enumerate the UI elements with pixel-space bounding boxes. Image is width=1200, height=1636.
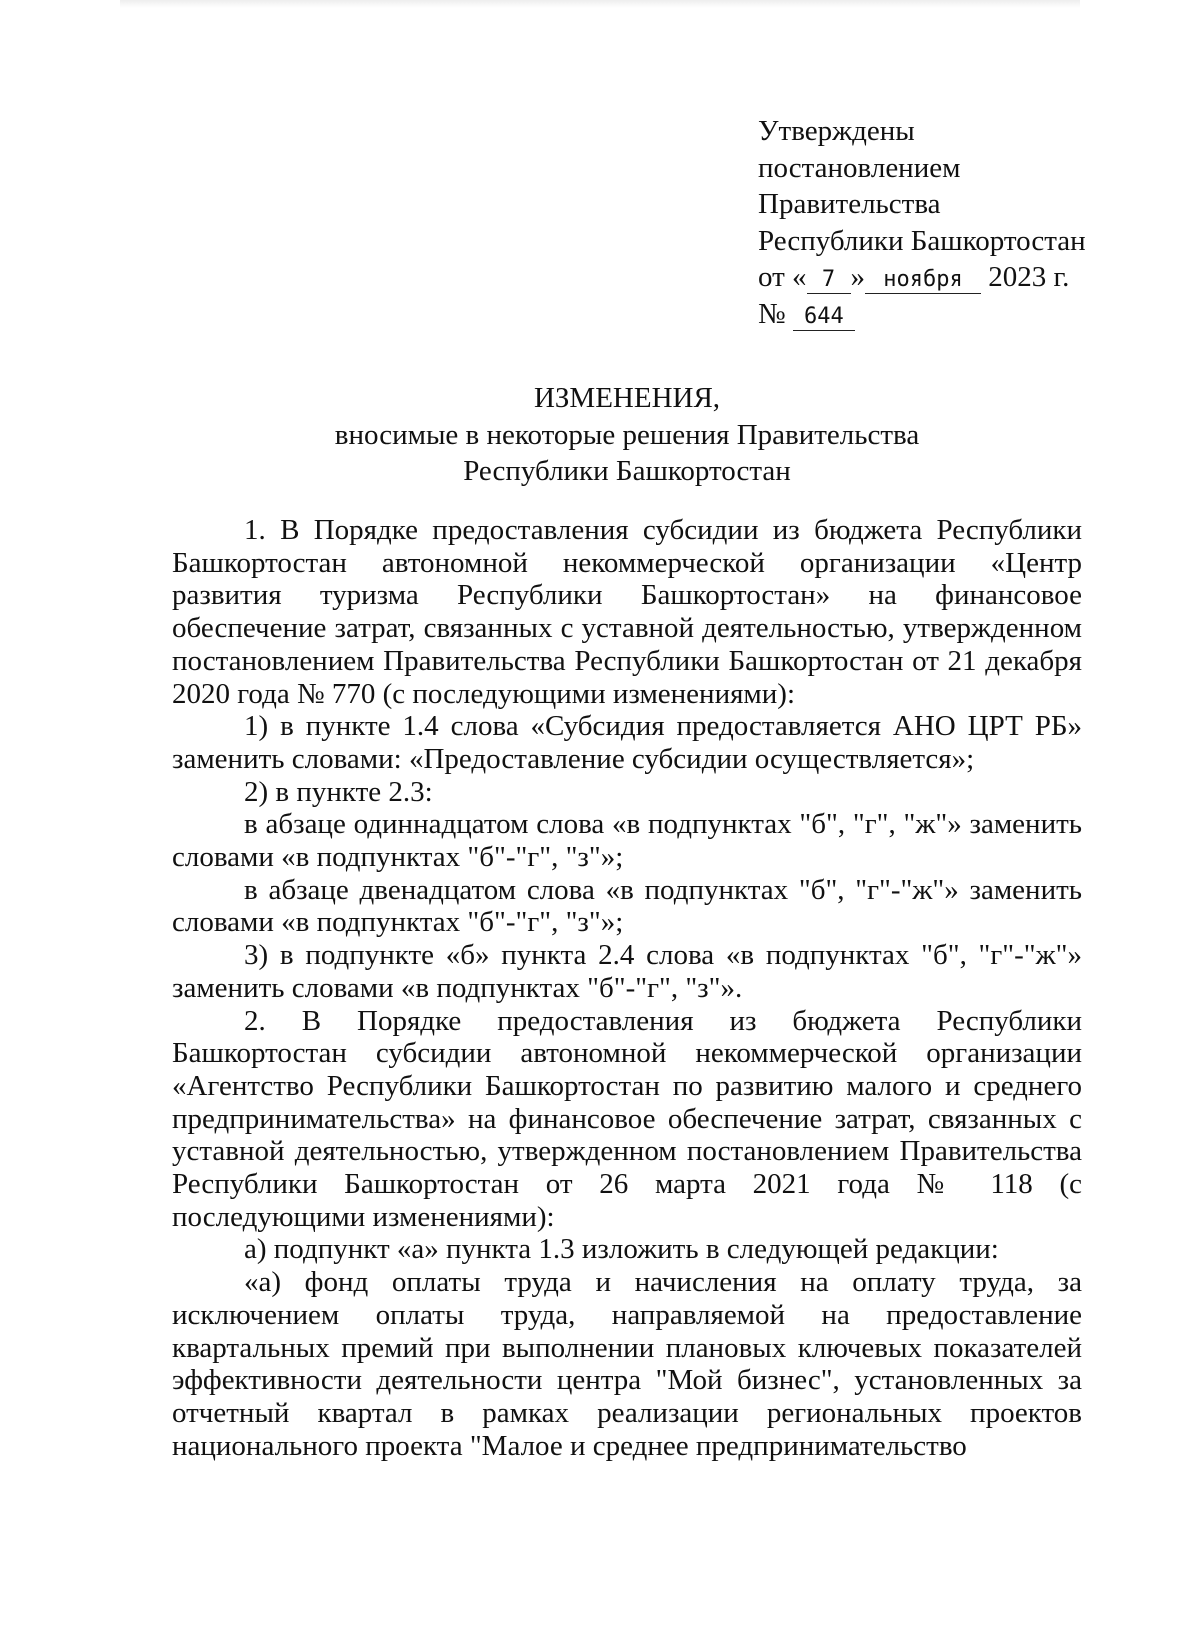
scan-edge-shadow xyxy=(120,0,1080,8)
paragraph: «а) фонд оплаты труда и начисления на оплату труда, за исключением оплаты труда, направляемой на предоставление квартальных премий при выполнении плановых ключевых показателей эффективности деятельности центра "Мой бизнес", установленных за отчетный квартал в рамках реализации региональных проектов национального проекта "Малое и среднее предпринимательство xyxy=(172,1266,1082,1462)
approval-line-4: Республики Башкортостан xyxy=(758,224,1086,257)
date-mid: » xyxy=(850,261,866,293)
date-prefix: от « xyxy=(758,261,807,293)
title-subtitle-line-1: вносимые в некоторые решения Правительства xyxy=(334,418,920,451)
paragraph: в абзаце одиннадцатом слова «в подпунктах "б", "г", "ж"» заменить словами «в подпунктах "б"-"г", "з"»; xyxy=(172,808,1082,874)
handwritten-day: 7 xyxy=(807,267,851,294)
title-heading: ИЗМЕНЕНИЯ, xyxy=(533,382,721,414)
paragraph: 2. В Порядке предоставления из бюджета Республики Башкортостан субсидии автономной некоммерческой организации «Агентство Республики Башкортостан по развитию малого и среднего предпринимательства» на финансовое обеспечение затрат, связанных с уставной деятельностью, утвержденном постановлением Правительства Республики Башкортостан от 26 марта 2021 года № 118 (с последующими изменениями): xyxy=(172,1004,1082,1233)
paragraph: в абзаце двенадцатом слова «в подпунктах "б", "г"-"ж"» заменить словами «в подпунктах "б"-"г", "з"»; xyxy=(172,873,1082,939)
approval-number-line xyxy=(758,296,1086,333)
number-prefix: № xyxy=(758,297,793,330)
approval-line-3: Правительства xyxy=(758,188,941,220)
approval-stamp-block xyxy=(758,113,1086,332)
paragraph: 1) в пункте 1.4 слова «Субсидия предоставляется АНО ЦРТ РБ» заменить словами: «Предоставление субсидии осуществляется»; xyxy=(172,710,1082,775)
paragraph: 3) в подпункте «б» пункта 2.4 слова «в подпунктах "б", "г"-"ж"» заменить словами «в подпунктах "б"-"г", "з"». xyxy=(172,939,1082,1004)
handwritten-month: ноября xyxy=(865,267,981,294)
paragraph: 2) в пункте 2.3: xyxy=(244,775,433,808)
document-body xyxy=(172,514,1082,1462)
document-title xyxy=(172,380,1082,490)
paragraph: а) подпункт «а» пункта 1.3 изложить в следующей редакции: xyxy=(244,1233,999,1266)
approval-line-1: Утверждены xyxy=(758,115,915,147)
handwritten-number: 644 xyxy=(793,304,855,331)
approval-date-line xyxy=(758,259,1086,296)
paragraph: 1. В Порядке предоставления субсидии из бюджета Республики Башкортостан автономной некоммерческой организации «Центр развития туризма Республики Башкортостан» на финансовое обеспечение затрат, связанных с уставной деятельностью, утвержденном постановлением Правительства Республики Башкортостан от 21 декабря 2020 года № 770 (с последующими изменениями): xyxy=(172,514,1082,710)
title-subtitle-line-2: Республики Башкортостан xyxy=(463,455,791,487)
date-suffix: 2023 г. xyxy=(981,261,1070,293)
approval-line-2: постановлением xyxy=(758,151,961,184)
